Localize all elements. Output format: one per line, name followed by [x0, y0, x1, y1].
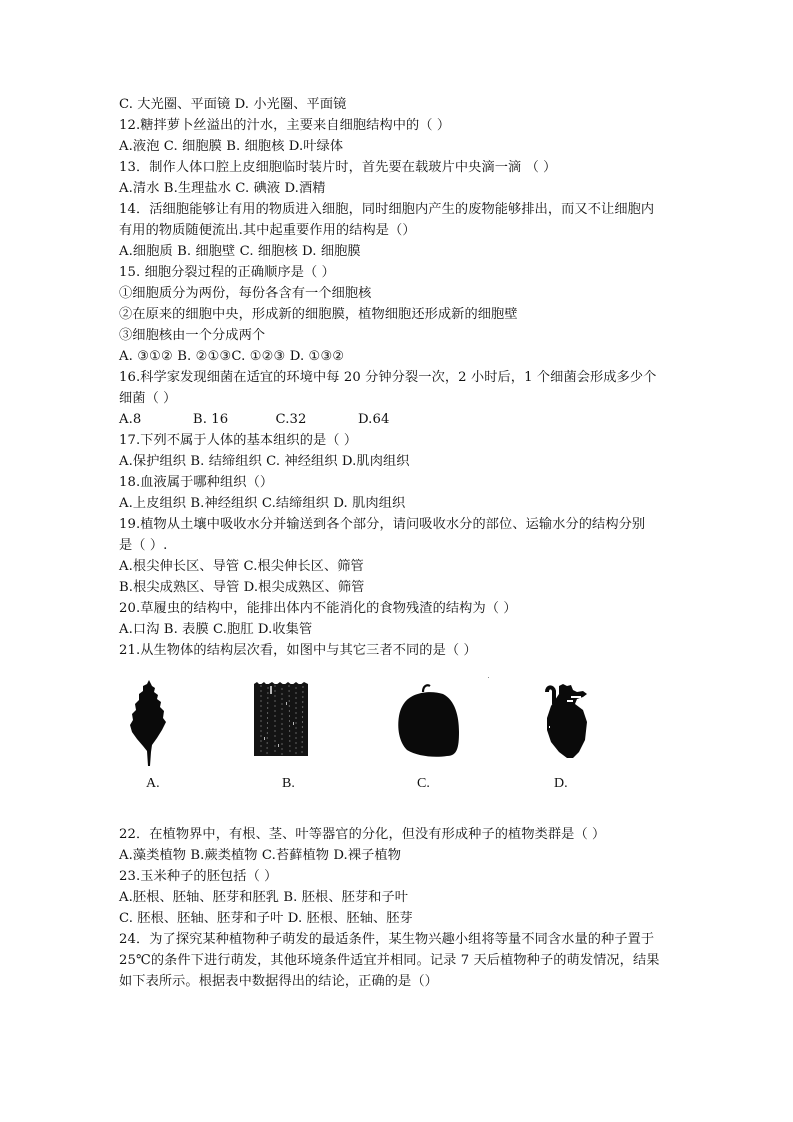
q17-options: A.保护组织 B. 结缔组织 C. 神经组织 D.肌肉组织	[119, 454, 410, 469]
q22-options: A.藻类植物 B.蕨类植物 C.苔藓植物 D.裸子植物	[119, 848, 401, 863]
q21-figures	[119, 670, 619, 805]
q13-stem: 13．制作人体口腔上皮细胞临时装片时，首先要在载玻片中央滴一滴 （ ）	[119, 160, 557, 175]
q15-step-3: ③细胞核由一个分成两个	[119, 328, 266, 343]
q12-stem: 12.糖拌萝卜丝溢出的汁水，主要来自细胞结构中的（ ）	[119, 118, 451, 133]
q13-options: A.清水 B.生理盐水 C. 碘液 D.酒精	[119, 181, 326, 196]
fruit-image	[397, 680, 463, 760]
heart-image	[539, 682, 595, 762]
q19-stem-line1: 19.植物从土壤中吸收水分并输送到各个部分，请问吸收水分的部位、运输水分的结构分别	[119, 517, 646, 532]
q15-stem: 15. 细胞分裂过程的正确顺序是（ ）	[119, 265, 335, 280]
scan-speck	[488, 677, 489, 678]
leaf-image	[129, 678, 169, 768]
q15-step-2: ②在原来的细胞中央，形成新的细胞膜，植物细胞还形成新的细胞壁	[119, 307, 518, 322]
figure-label-b: B.	[282, 776, 295, 791]
q15-options: A. ③①② B. ②①③C. ①②③ D. ①③②	[119, 349, 345, 364]
q23-stem: 23.玉米种子的胚包括（ ）	[119, 869, 278, 884]
q12-options: A.液泡 C. 细胞膜 B. 细胞核 D.叶绿体	[119, 139, 344, 154]
q23-options-cd: C. 胚根、胚轴、胚芽和子叶 D. 胚根、胚轴、胚芽	[119, 911, 413, 926]
q24-stem-line3: 如下表所示。根据表中数据得出的结论，正确的是（）	[119, 974, 438, 989]
q16-stem-line1: 16.科学家发现细菌在适宜的环境中每 20 分钟分裂一次，2 小时后，1 个细菌会形成多少个	[119, 370, 657, 385]
q19-options-ac: A.根尖伸长区、导管 C.根尖伸长区、筛管	[119, 559, 364, 574]
q11-options-cd: C. 大光圈、平面镜 D. 小光圈、平面镜	[119, 97, 347, 112]
q15-step-1: ①细胞质分为两份，每份各含有一个细胞核	[119, 286, 372, 301]
q18-options: A.上皮组织 B.神经组织 C.结缔组织 D. 肌肉组织	[119, 496, 406, 511]
q19-stem-line2: 是（ ）.	[119, 538, 168, 553]
q23-options-ab: A.胚根、胚轴、胚芽和胚乳 B. 胚根、胚芽和子叶	[119, 890, 409, 905]
q14-options: A.细胞质 B. 细胞壁 C. 细胞核 D. 细胞膜	[119, 244, 361, 259]
q14-stem-line2: 有用的物质随便流出.其中起重要作用的结构是（）	[119, 223, 416, 238]
q24-stem-line1: 24．为了探究某种植物种子萌发的最适条件，某生物兴趣小组将等量不同含水量的种子置于	[119, 932, 655, 947]
q14-stem-line1: 14．活细胞能够让有用的物质进入细胞，同时细胞内产生的废物能够排出，而又不让细胞内	[119, 202, 655, 217]
tissue-image	[253, 682, 309, 758]
q18-stem: 18.血液属于哪种组织（）	[119, 475, 274, 490]
q19-options-bd: B.根尖成熟区、导管 D.根尖成熟区、筛管	[119, 580, 365, 595]
questions-11-to-21	[119, 94, 689, 661]
q22-stem: 22．在植物界中，有根、茎、叶等器官的分化，但没有形成种子的植物类群是（ ）	[119, 827, 606, 842]
figure-label-c: C.	[417, 776, 430, 791]
q17-stem: 17.下列不属于人体的基本组织的是（ ）	[119, 433, 358, 448]
figure-label-a: A.	[146, 776, 160, 791]
q24-stem-line2: 25℃的条件下进行萌发，其他环境条件适宜并相同。记录 7 天后植物种子的萌发情况，结果	[119, 953, 660, 968]
q21-stem: 21.从生物体的结构层次看，如图中与其它三者不同的是（ ）	[119, 643, 477, 658]
questions-22-to-24	[119, 824, 689, 992]
q20-options: A.口沟 B. 表膜 C.胞肛 D.收集管	[119, 622, 313, 637]
q16-options: A.8 B. 16 C.32 D.64	[119, 412, 390, 427]
q20-stem: 20.草履虫的结构中，能排出体内不能消化的食物残渣的结构为（ ）	[119, 601, 517, 616]
figure-label-d: D.	[554, 776, 568, 791]
q16-stem-line2: 细菌（ ）	[119, 391, 177, 406]
